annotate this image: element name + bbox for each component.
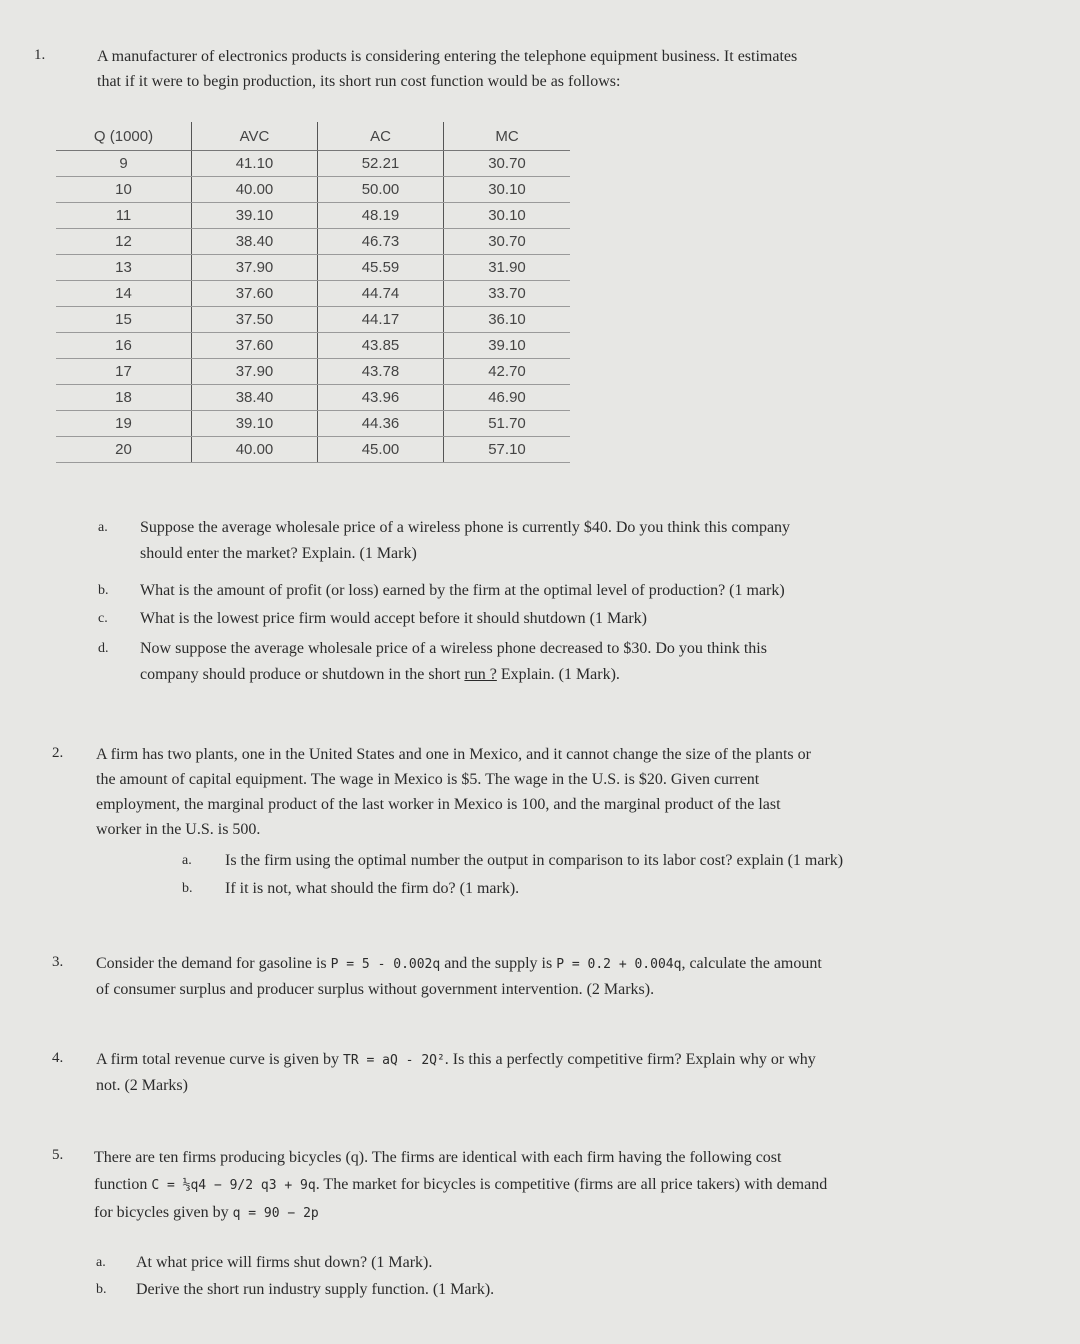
question-text: There are ten firms producing bicycles (q). The firms are identical with each firm having the following cost function C = ⅓q4 − 9/2 q3 + 9q. The market for bicycles is competitive (firms are all price takers) with demand for bicycles given by q = 90 − 2p [94, 1149, 828, 1221]
table-cell: 45.00 [318, 437, 444, 463]
table-cell: 39.10 [192, 203, 318, 229]
table-cell: 44.36 [318, 411, 444, 437]
table-cell: 41.10 [192, 151, 318, 177]
column-header: Q (1000) [56, 122, 192, 151]
table-cell: 37.90 [192, 255, 318, 281]
question-text: A manufacturer of electronics products is considering entering the telephone equipment business. It estimates that if it were to begin production, its short run cost function would be as follows: [97, 48, 798, 90]
table-row [56, 385, 570, 411]
question-text: Consider the demand for gasoline is P = 5 - 0.002q and the supply is P = 0.2 + 0.004q, calculate the amount of consumer surplus and producer surplus without government intervention. (2 Marks). [96, 955, 822, 998]
table-cell: 37.60 [192, 333, 318, 359]
sub-label: a. [96, 1255, 106, 1270]
sub-question-a: a. Is the firm using the optimal number the output in comparison to its labor cost? explain (1 mark) [182, 848, 1042, 874]
sub-question-a: a. At what price will firms shut down? (1 Mark). [96, 1250, 1036, 1276]
sub-question-d: d. Now suppose the average wholesale price of a wireless phone decreased to $30. Do you think this company should produce or shutdown in the short run ? Explain. (1 Mark). [98, 636, 1038, 688]
table-row [56, 203, 570, 229]
sub-label: a. [98, 520, 108, 535]
table-cell: 40.00 [192, 437, 318, 463]
question-number: 3. [52, 954, 64, 970]
demand-equation: q = 90 − 2p [232, 1206, 319, 1221]
table-row [56, 229, 570, 255]
table-cell: 38.40 [192, 385, 318, 411]
table-cell: 30.70 [444, 151, 571, 177]
table-header-row [56, 122, 570, 151]
table-cell: 38.40 [192, 229, 318, 255]
table-cell: 9 [56, 151, 192, 177]
table-cell: 43.78 [318, 359, 444, 385]
table-cell: 36.10 [444, 307, 571, 333]
table-cell: 13 [56, 255, 192, 281]
table-cell: 18 [56, 385, 192, 411]
table-cell: 44.17 [318, 307, 444, 333]
table-row [56, 437, 570, 463]
cost-function-equation: C = ⅓q4 − 9/2 q3 + 9q [151, 1178, 316, 1193]
question-number: 4. [52, 1050, 64, 1066]
table-cell: 42.70 [444, 359, 571, 385]
table-cell: 37.60 [192, 281, 318, 307]
question-number: 5. [52, 1147, 64, 1163]
sub-label: b. [96, 1282, 107, 1297]
table-cell: 30.10 [444, 177, 571, 203]
table-row [56, 281, 570, 307]
sub-label: b. [182, 881, 193, 896]
table-cell: 31.90 [444, 255, 571, 281]
table-cell: 57.10 [444, 437, 571, 463]
table-cell: 52.21 [318, 151, 444, 177]
question-number: 1. [34, 47, 46, 63]
table-cell: 20 [56, 437, 192, 463]
table-cell: 33.70 [444, 281, 571, 307]
table-row [56, 333, 570, 359]
table-cell: 14 [56, 281, 192, 307]
table-cell: 48.19 [318, 203, 444, 229]
table-row [56, 307, 570, 333]
table-cell: 45.59 [318, 255, 444, 281]
question-text: A firm has two plants, one in the United States and one in Mexico, and it cannot change the size of the plants or the amount of capital equipment. The wage in Mexico is $5. The wage in the U.S. is $20. Given current employment, the marginal product of the last worker in Mexico is 100, and the marginal product of the last worker in the U.S. is 500. [96, 746, 811, 838]
table-row [56, 151, 570, 177]
revenue-equation: TR = aQ - 2Q² [343, 1053, 445, 1068]
question-number: 2. [52, 745, 64, 761]
sub-label: d. [98, 641, 109, 656]
table-cell: 17 [56, 359, 192, 385]
sub-question-b: b. If it is not, what should the firm do? (1 mark). [182, 876, 1042, 902]
sub-question-b: b. What is the amount of profit (or loss) earned by the firm at the optimal level of production? (1 mark) [98, 578, 1038, 604]
column-header: AVC [192, 122, 318, 151]
table-cell: 15 [56, 307, 192, 333]
table-cell: 50.00 [318, 177, 444, 203]
table-cell: 46.73 [318, 229, 444, 255]
sub-question-c: c. What is the lowest price firm would accept before it should shutdown (1 Mark) [98, 606, 1038, 632]
sub-label: b. [98, 583, 109, 598]
table-cell: 30.70 [444, 229, 571, 255]
column-header: MC [444, 122, 571, 151]
sub-label: c. [98, 611, 108, 626]
table-cell: 40.00 [192, 177, 318, 203]
table-cell: 43.96 [318, 385, 444, 411]
table-body [56, 151, 570, 463]
supply-equation: P = 0.2 + 0.004q [556, 957, 682, 972]
table-cell: 44.74 [318, 281, 444, 307]
question-text: A firm total revenue curve is given by TR = aQ - 2Q². Is this a perfectly competitive firm? Explain why or why not. (2 Marks) [96, 1051, 816, 1094]
sub-label: a. [182, 853, 192, 868]
table-cell: 16 [56, 333, 192, 359]
table-cell: 10 [56, 177, 192, 203]
table-row [56, 359, 570, 385]
table-cell: 11 [56, 203, 192, 229]
table-cell: 51.70 [444, 411, 571, 437]
table-cell: 37.50 [192, 307, 318, 333]
table-cell: 30.10 [444, 203, 571, 229]
sub-question-a: a. Suppose the average wholesale price of a wireless phone is currently $40. Do you think this company should enter the market? Explain. (1 Mark) [98, 515, 1038, 567]
table-row [56, 177, 570, 203]
table-cell: 37.90 [192, 359, 318, 385]
table-cell: 39.10 [444, 333, 571, 359]
demand-equation: P = 5 - 0.002q [330, 957, 441, 972]
table-cell: 39.10 [192, 411, 318, 437]
column-header: AC [318, 122, 444, 151]
cost-table [56, 122, 570, 463]
table-row [56, 411, 570, 437]
table-cell: 43.85 [318, 333, 444, 359]
table-cell: 46.90 [444, 385, 571, 411]
table-cell: 12 [56, 229, 192, 255]
table-cell: 19 [56, 411, 192, 437]
table-row [56, 255, 570, 281]
sub-question-b: b. Derive the short run industry supply function. (1 Mark). [96, 1277, 1036, 1303]
